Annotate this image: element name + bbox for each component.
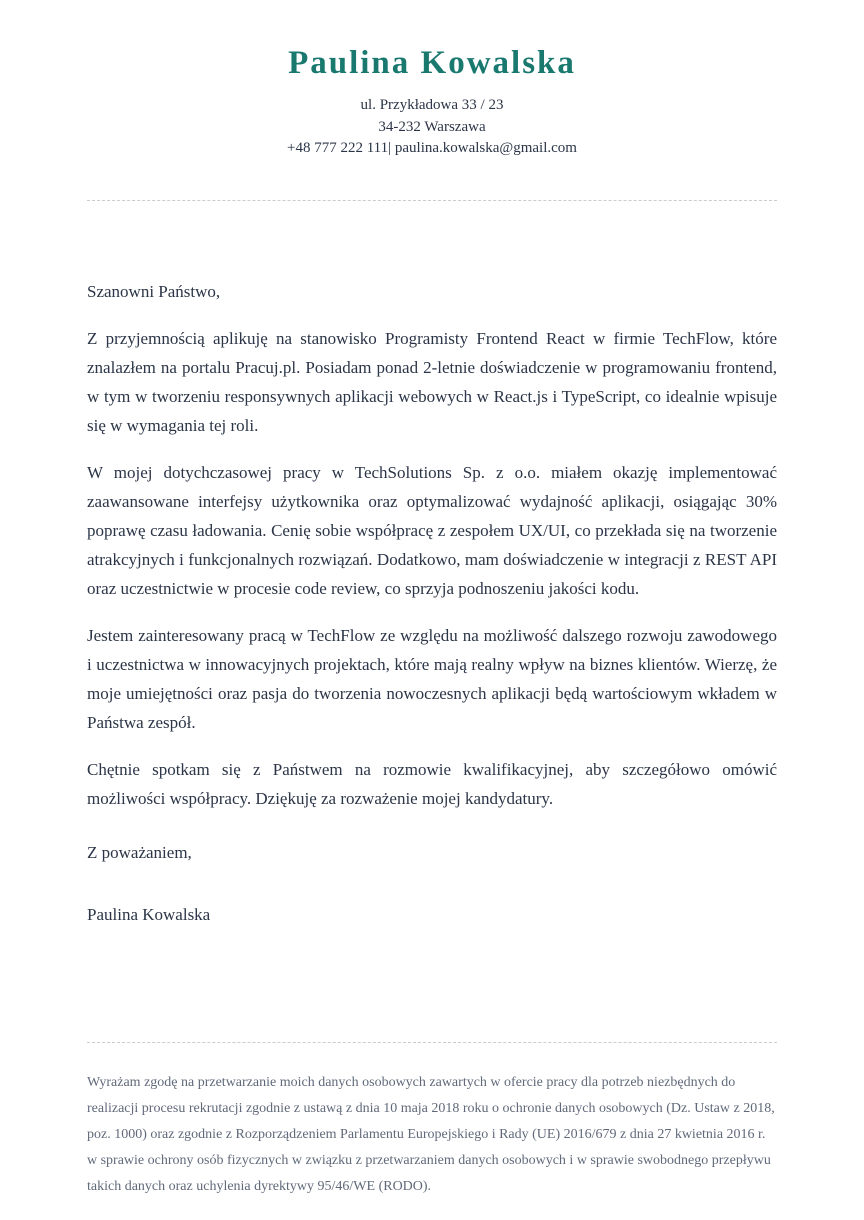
contact-line-phone-email: +48 777 222 111| paulina.kowalska@gmail.com	[287, 140, 577, 156]
candidate-name: Paulina Kowalska	[288, 45, 576, 81]
signature-name: Paulina Kowalska	[87, 904, 211, 924]
letter-footer	[87, 1042, 777, 1200]
body-paragraph-2: W mojej dotychczasowej pracy w TechSolutions Sp. z o.o. miałem okazję implementować zaawansowane interfejsy użytkownika oraz optymalizować wydajność aplikacji, osiągając 30% poprawę czasu ładowania. Cenię sobie współpracę z zespołem UX/UI, co przekłada się na tworzenie atrakcyjnych i funkcjonalnych rozwiązań. Dodatkowo, mam doświadczenie w integracji z REST API oraz uczestnictwie w procesie code review, co sprzyja podnoszeniu jakości kodu.	[87, 462, 777, 598]
body-paragraph-1: Z przyjemnością aplikuję na stanowisko Programisty Frontend React w firmie TechFlow, które znalazłem na portalu Pracuj.pl. Posiadam ponad 2-letnie doświadczenie w programowaniu frontend, w tym w tworzeniu responsywnych aplikacji webowych w React.js i TypeScript, co idealnie wpisuje się w wymagania tej roli.	[87, 328, 777, 435]
letter-body	[87, 277, 777, 929]
body-paragraph-4: Chętnie spotkam się z Państwem na rozmowie kwalifikacyjnej, aby szczegółowo omówić możliwości współpracy. Dziękuję za rozważenie mojej kandydatury.	[87, 759, 777, 808]
address-line-street: ul. Przykładowa 33 / 23	[360, 97, 504, 113]
gdpr-consent-clause: Wyrażam zgodę na przetwarzanie moich danych osobowych zawartych w ofercie pracy dla potrzeb niezbędnych do realizacji procesu rekrutacji zgodnie z ustawą z dnia 10 maja 2018 roku o ochronie danych osobowych (Dz. Ustaw z 2018, poz. 1000) oraz zgodnie z Rozporządzeniem Parlamentu Europejskiego i Rady (UE) 2016/679 z dnia 27 kwietnia 2016 r. w sprawie ochrony osób fizycznych w związku z przetwarzaniem danych osobowych i w sprawie swobodnego przepływu takich danych oraz uchylenia dyrektywy 95/46/WE (RODO).	[87, 1075, 775, 1194]
body-paragraph-3: Jestem zainteresowany pracą w TechFlow ze względu na możliwość dalszego rozwoju zawodowego i uczestnictwa w innowacyjnych projektach, które mają realny wpływ na biznes klientów. Wierzę, że moje umiejętności oraz pasja do tworzenia nowoczesnych aplikacji będą wartościowym wkładem w Państwa zespół.	[87, 625, 777, 732]
greeting: Szanowni Państwo,	[87, 281, 221, 301]
top-divider	[87, 200, 777, 201]
address-line-city: 34-232 Warszawa	[378, 118, 486, 135]
contact-info-block	[87, 95, 777, 160]
letter-header	[87, 44, 777, 160]
bottom-divider	[87, 1042, 777, 1043]
closing-salutation: Z poważaniem,	[87, 842, 192, 862]
